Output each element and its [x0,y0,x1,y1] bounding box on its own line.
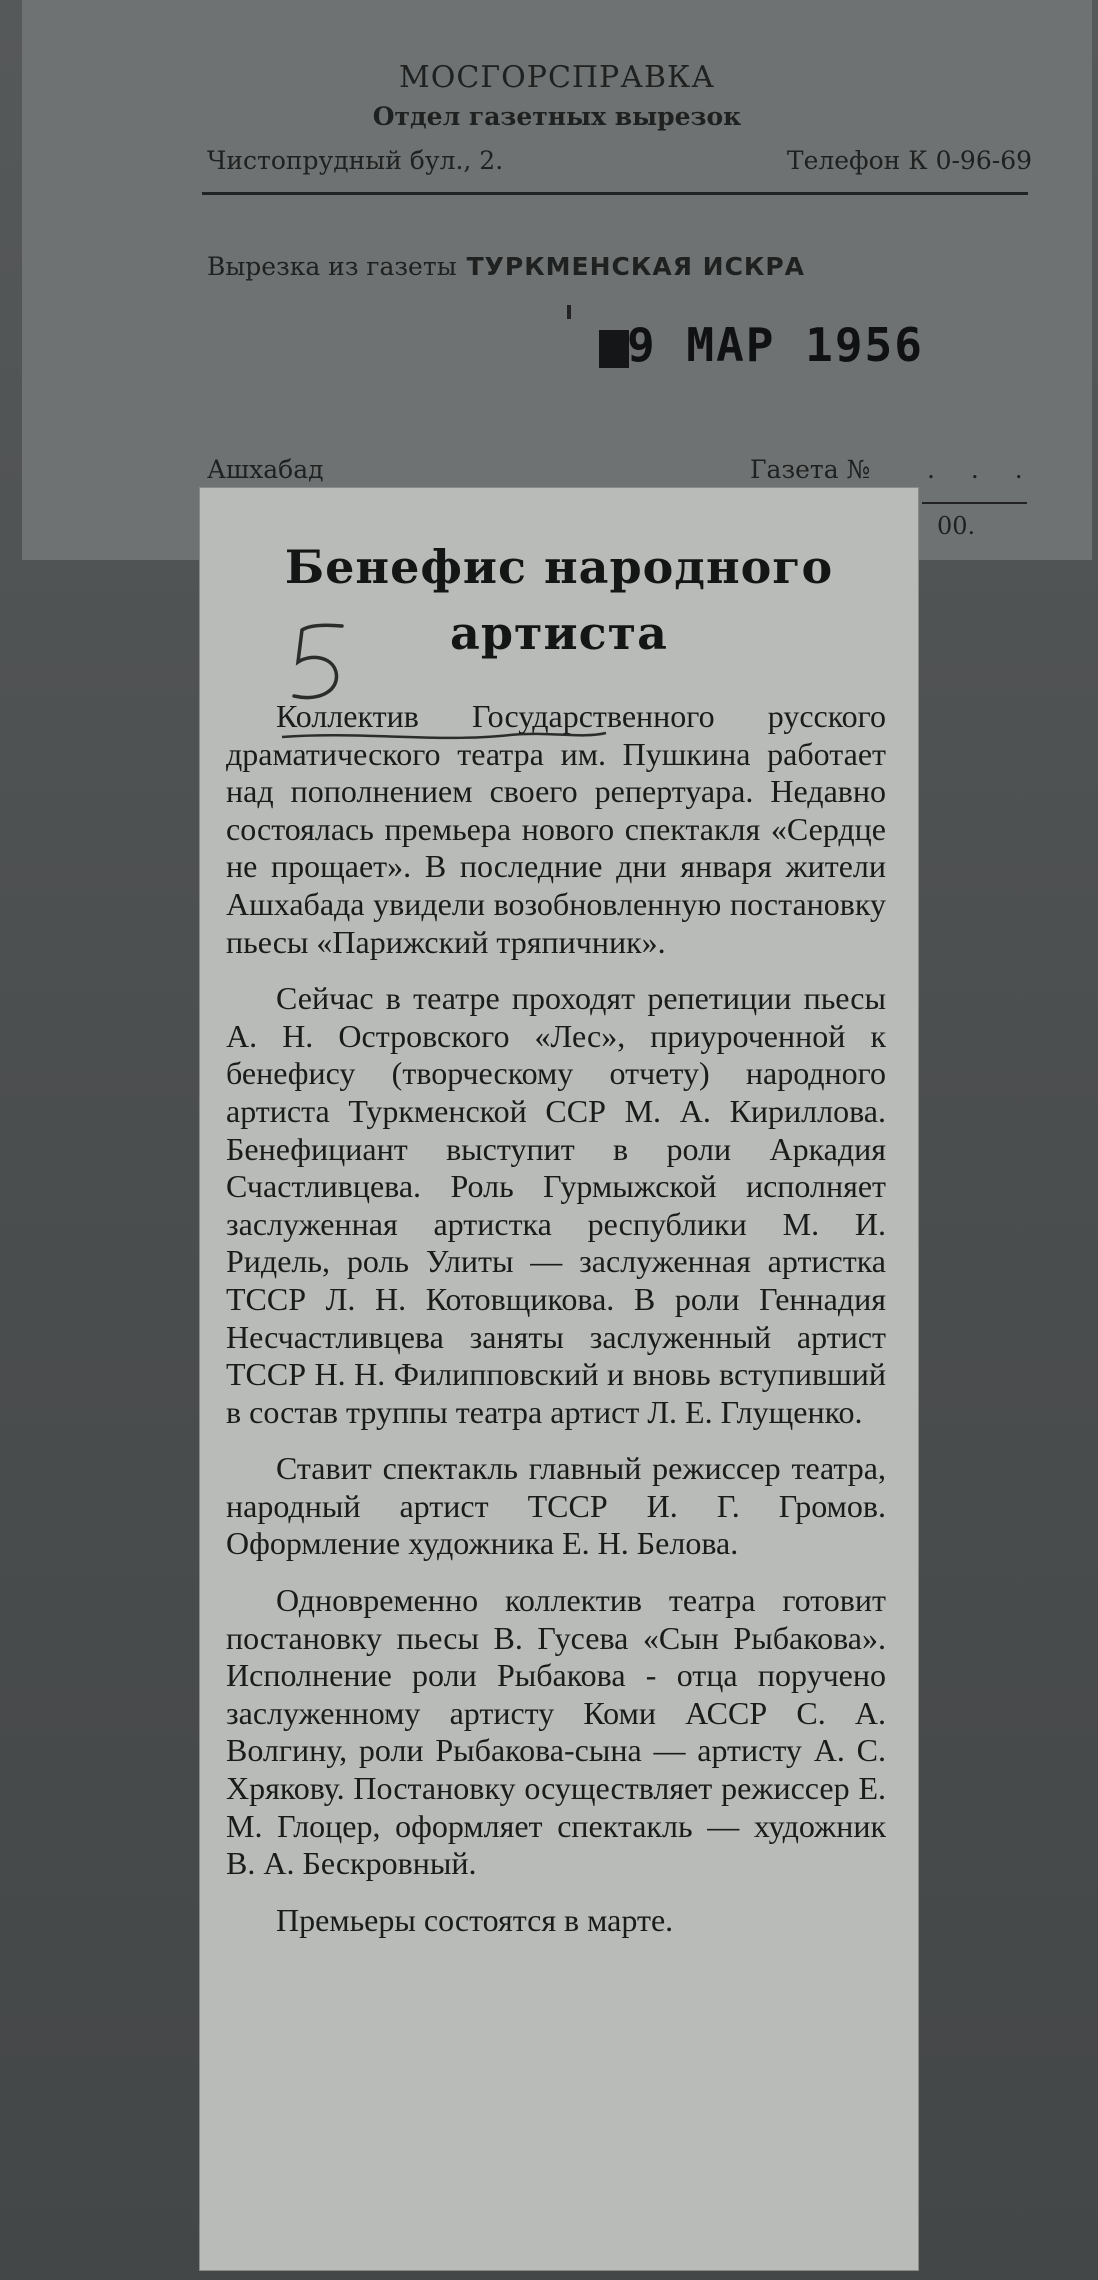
date-stamp [587,318,924,372]
agency-address: Чистопрудный бул., 2. [207,146,504,175]
newspaper-clipping [200,488,918,2270]
article-body [226,698,886,1939]
clipping-service-card [22,0,1092,560]
article-paragraph: Одновременно коллектив театра готовит постановку пьесы В. Гусева «Сын Рыбакова». Исполнение роли Рыбакова - отца поручено заслуженному артисту Коми АССР С. А. Волгину, роли Рыбакова-сына — артисту А. С. Хрякову. Постановку осуществляет режиссер Е. М. Глоцер, оформляет спектакль — художник В. А. Бескровный. [226,1582,886,1882]
clipping-source-line [207,252,805,281]
stamp-ink-mark [567,305,571,319]
year-fragment: 00. [937,512,976,540]
article-headline: Бенефис народного артиста [284,540,834,660]
newspaper-name: ТУРКМЕНСКАЯ ИСКРА [466,252,806,281]
date-stamp-text: 9 МАР 1956 [627,318,924,372]
issue-number: . . . [927,455,1037,484]
issue-underline [922,502,1027,504]
divider [202,192,1028,195]
article-paragraph: Премьеры состоятся в марте. [276,1901,674,1938]
issue-label: Газета № [750,455,871,484]
article-paragraph: Сейчас в театре проходят репетиции пьесы А. Н. Островского «Лес», приуроченной к бенефису (творческому отчету) народного артиста Туркменской ССР М. А. Кириллова. Бенефициант выступит в роли Аркадия Счастливцева. Роль Гурмыжской исполняет заслуженная артистка республики М. И. Ридель, роль Улиты — заслуженная артистка ТССР Л. Н. Котовщикова. В роли Геннадия Несчастливцева заняты заслуженный артист ТССР Н. Н. Филипповский и вновь вступивший в состав труппы театра артист Л. Е. Глущенко. [226,980,886,1430]
article-paragraph: Ставит спектакль главный режиссер театра, народный артист ТССР И. Г. Громов. Оформление художника Е. Н. Белова. [226,1450,886,1562]
city: Ашхабад [207,455,324,484]
agency-phone: Телефон К 0-96-69 [786,146,1032,175]
agency-department: Отдел газетных вырезок [372,102,742,131]
pencil-annotation [280,618,360,708]
clipping-source-label: Вырезка из газеты [207,252,457,281]
article-paragraph: Коллектив Государственного русского драматического театра им. Пушкина работает над пополнением своего репертуара. Недавно состоялась премьера нового спектакля «Сердце не прощает». В последние дни января жители Ашхабада увидели возобновленную постановку пьесы «Парижский тряпичник». [226,698,886,960]
agency-name: МОСГОРСПРАВКА [399,60,715,95]
